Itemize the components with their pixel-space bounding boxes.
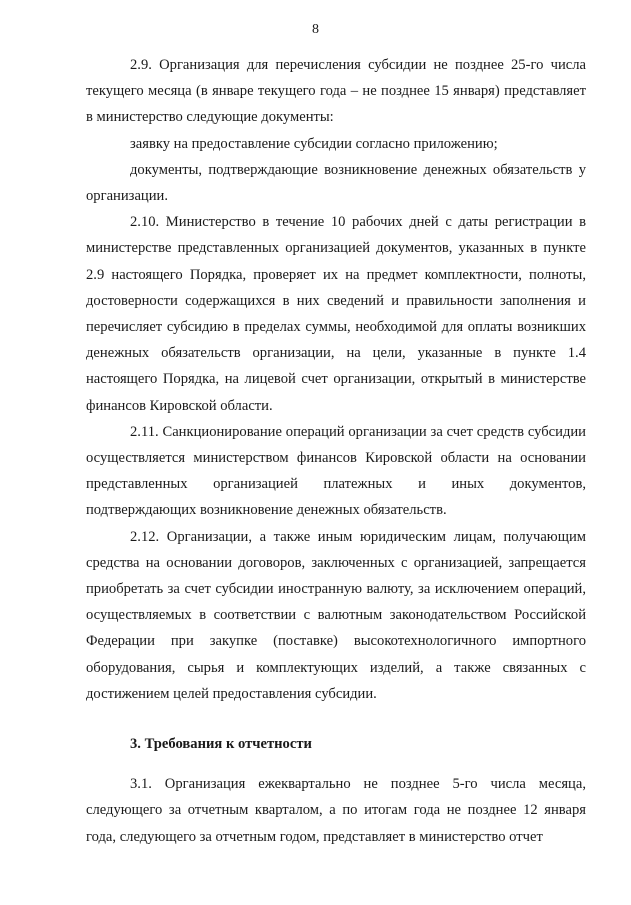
paragraph-2-12: 2.12. Организации, а также иным юридическим лицам, получающим средства на основании договоров, заключенных с организацией, запрещается приобретать за счет субсидии иностранную валюту, за исключением операций, осуществляемых в соответствии с валютным законодательством Российской Федерации при закупке (поставке) высокотехнологичного импортного оборудования, сырья и комплектующих изделий, а также связанных с достижением целей предоставления субсидии.: [86, 528, 586, 702]
paragraph-2-10: 2.10. Министерство в течение 10 рабочих дней с даты регистрации в министерстве представленных организацией документов, указанных в пункте 2.9 настоящего Порядка, проверяет их на предмет комплектности, полноты, достоверности содержащихся в них сведений и правильности заполнения и перечисляет субсидию в пределах суммы, необходимой для оплаты возникших денежных обязательств организации, на цели, указанные в пункте 1.4 настоящего Порядка, на лицевой счет организации, открытый в министерстве финансов Кировской области.: [86, 214, 586, 414]
page-number: 8: [312, 22, 319, 37]
paragraph-2-9: 2.9. Организация для перечисления субсидии не позднее 25-го числа текущего месяца (в январе текущего года – не позднее 15 января) представляет в министерство следующие документы:: [86, 57, 586, 126]
document-body: [86, 52, 586, 850]
paragraph-3-1: 3.1. Организация ежеквартально не позднее 5-го числа месяца, следующего за отчетным кварталом, а по итогам года не позднее 12 января года, следующего за отчетным годом, представляет в министерство отчет: [86, 776, 586, 845]
section-heading: 3. Требования к отчетности: [130, 736, 312, 753]
paragraph-application: заявку на предоставление субсидии согласно приложению;: [130, 135, 498, 152]
spacer: [86, 707, 586, 731]
paragraph-documents: документы, подтверждающие возникновение денежных обязательств у организации.: [86, 161, 586, 205]
paragraph-2-11: 2.11. Санкционирование операций организации за счет средств субсидии осуществляется министерством финансов Кировской области на основании представленных организацией платежных и иных документов, подтверждающих возникновение денежных обязательств.: [86, 423, 586, 519]
spacer: [86, 757, 586, 771]
